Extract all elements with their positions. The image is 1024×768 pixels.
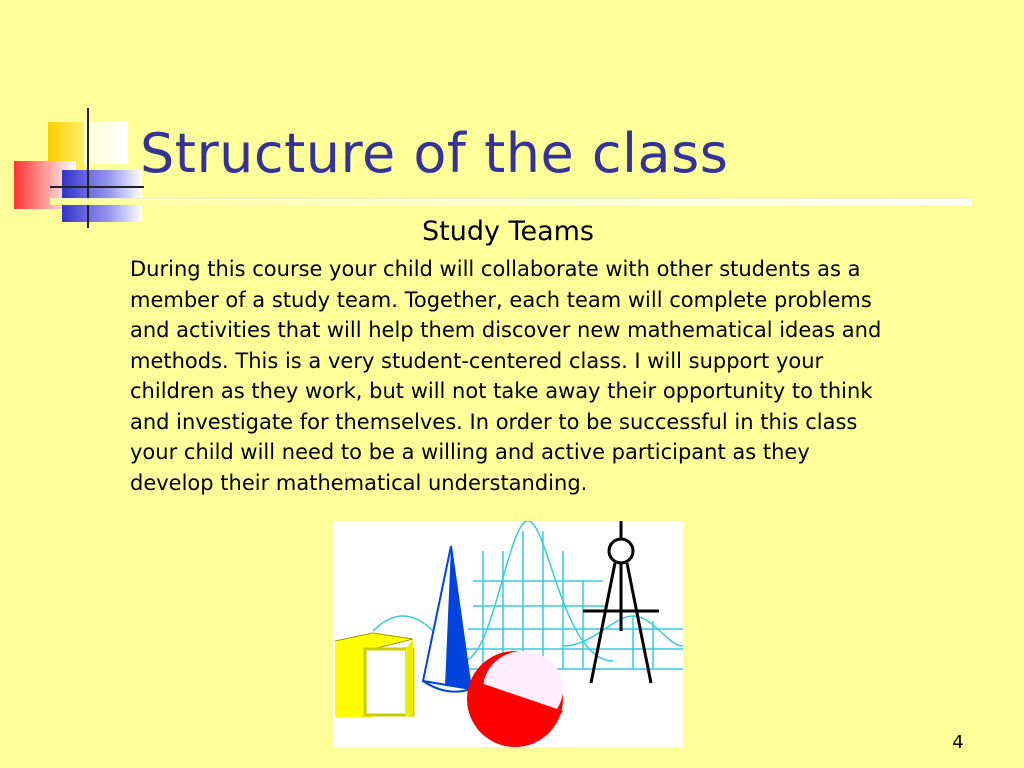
title-divider	[50, 198, 972, 205]
page-number: 4	[952, 732, 964, 753]
section-heading: Study Teams	[422, 216, 594, 247]
slide-title: Structure of the class	[140, 122, 729, 185]
body-paragraph: During this course your child will collaborate with other students as a member of a study team. Together, each team will complete problems and activities that will help them discover new mathematical ideas and methods. This is a very student-centered class. I will support your children as they work, but will not take away their opportunity to think and investigate for themselves. In order to be successful in this class your child will need to be a willing and active participant as they develop their mathematical understanding.	[130, 257, 882, 495]
geometry-shapes-icon	[333, 521, 683, 747]
